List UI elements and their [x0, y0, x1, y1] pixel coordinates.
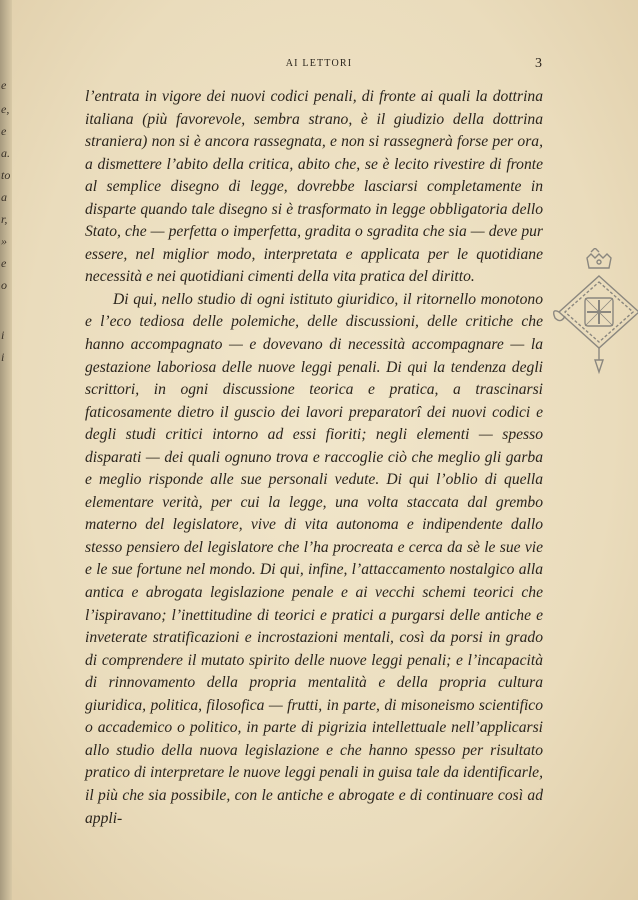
margin-fragment: e	[1, 124, 7, 138]
library-stamp-crest	[551, 248, 638, 388]
body-text	[85, 86, 543, 830]
margin-fragment: r,	[1, 212, 8, 226]
margin-fragment: i	[1, 328, 5, 342]
margin-fragment: e,	[1, 102, 10, 116]
running-head	[0, 58, 638, 74]
margin-fragment: »	[1, 234, 7, 248]
running-head-title: AI LETTORI	[285, 58, 353, 69]
paragraph-continued: l’entrata in vigore dei nuovi codici penali, di fronte ai quali la dottrina italiana (più favorevole, sembra strano, è il giudizio della dottrina straniera) non si è ancora rassegnata, e non si rassegnerà forse per ora, a dismettere l’abito della critica, abito che, se è lecito rivestire di fronte al semplice disegno di legge, dovrebbe lasciarsi completamente in disparte quando tale disegno si è trasformato in legge obbligatoria dello Stato, che — perfetta o imperfetta, gradita o sgradita che sia — deve pur essere, nel miglior modo, interpretata e applicata per le quotidiane necessità e nei quotidiani cimenti della vita pratica del diritto.	[85, 88, 543, 286]
margin-fragment: i	[1, 350, 5, 364]
margin-fragment: to	[1, 168, 11, 182]
margin-fragment: o	[1, 278, 7, 292]
paragraph: Di qui, nello studio di ogni istituto giuridico, il ritornello monotono e l’eco tediosa delle polemiche, delle discussioni, delle critiche che hanno accompagnato — e dovevano di necessità accompagnare — la gestazione laboriosa delle nuove leggi penali. Di qui la tendenza degli scrittori, in ogni discussione teorica e pratica, a trascinarsi faticosamente dietro il guscio dei lavori preparatorî dei nuovi codici e degli studi critici intorno ad essi fioriti; negli elementi — spesso disparati — dei quali ognuno trova e raccoglie ciò che meglio gli garba e meglio risponde alle sue personali vedute. Di qui l’oblio di quella elementare verità, per cui la legge, una volta staccata dal grembo materno del legislatore, vive di vita autonoma e indipendente dallo stesso pensiero del legislatore che l’ha procreata e cerca da sè le sue vie e le sue fortune nel mondo. Di qui, infine, l’attaccamento nostalgico alla antica e abrogata legislazione penale e ai vecchi schemi teorici che l’ispiravano; l’inettitudine di teorici e pratici a purgarsi delle antiche e inveterate stratificazioni e incrostazioni mentali, così da porsi in grado di comprendere il mutato spirito delle nuove leggi penali; e l’incapacità di rinnovamento della propria mentalità e della propria cultura giuridica, politica, filosofica — frutti, in parte, di misoneismo scientifico o accademico o politico, in parte di pigrizia intellettuale nell’applicarsi allo studio della nuova legislazione e che hanno spesso per risultato pratico di interpretare le nuove leggi penali in guisa tale da identificarle, il più che sia possibile, con le antiche e abrogate e di continuare così ad appli-	[85, 290, 543, 827]
crown-icon	[587, 248, 611, 268]
page-number: 3	[535, 56, 542, 71]
margin-fragment: a	[1, 190, 7, 204]
margin-fragment: e	[1, 256, 7, 270]
margin-fragment: a.	[1, 146, 10, 160]
margin-fragment: e	[1, 78, 7, 92]
